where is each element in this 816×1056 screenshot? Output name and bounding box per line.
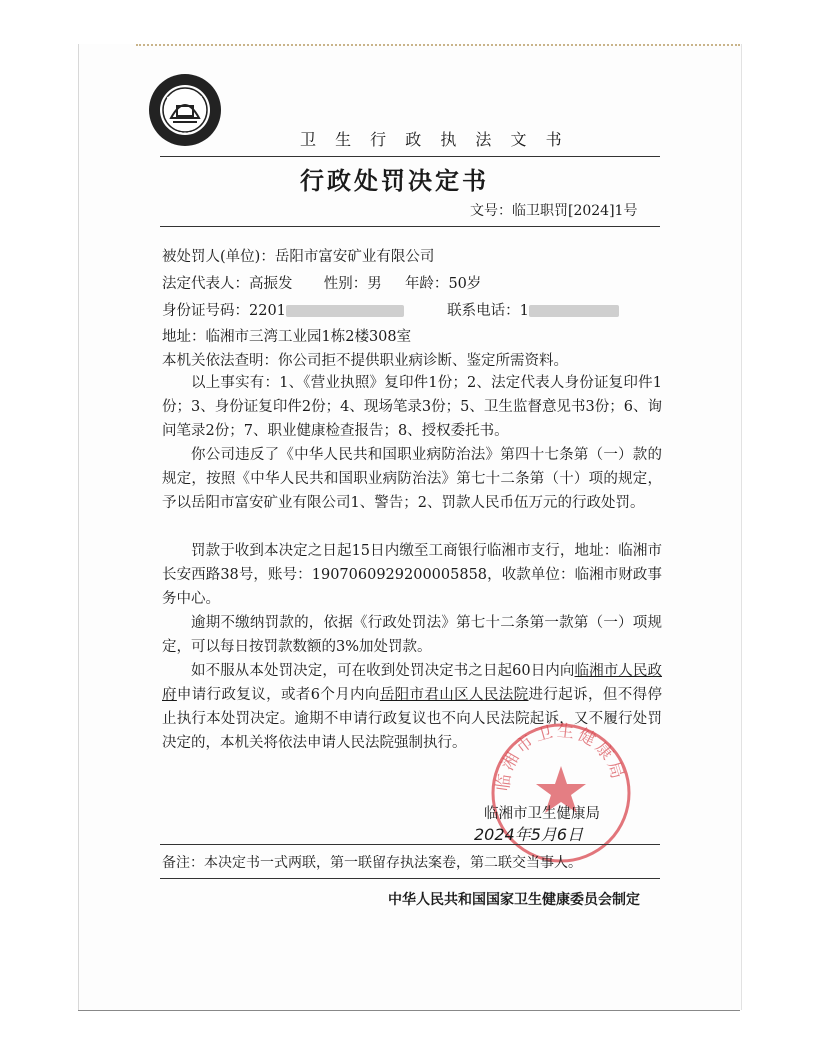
finding-text: 本机关依法查明：你公司拒不提供职业病诊断、鉴定所需资料。 xyxy=(162,353,568,369)
appeal-government: 临湘市人民政府 xyxy=(162,663,663,703)
id-value-visible: 2201 xyxy=(249,303,286,319)
document-number: 文号：临卫职罚[2024]1号 xyxy=(470,203,638,219)
phone-redaction xyxy=(529,305,619,317)
remark-note: 备注：本决定书一式两联，第一联留存执法案卷，第二联交当事人。 xyxy=(162,855,582,871)
violation-paragraph: 你公司违反了《中华人民共和国职业病防治法》第四十七条第（一）款的规定，按照《中华人民共和国职业病防治法》第七十二条第（十）项的规定，予以岳阳市富安矿业有限公司1、警告；2、罚款人民币伍万元的行政处罚。 xyxy=(162,447,662,511)
id-phone-line xyxy=(162,299,619,320)
gender-value: 男 xyxy=(367,276,382,292)
note-bottom-rule xyxy=(160,878,660,879)
late-payment-paragraph: 逾期不缴纳罚款的，依据《行政处罚法》第七十二条第一款第（一）项规定，可以每日按罚款数额的3%加处罚款。 xyxy=(162,615,662,655)
page-title: 行政处罚决定书 xyxy=(300,166,489,195)
party-name-line xyxy=(162,245,434,266)
appeal-text-1: 如不服从本处罚决定，可在收到处罚决定书之日起60日内向 xyxy=(191,663,575,679)
address-value: 临湘市三湾工业园1栋2楼308室 xyxy=(205,329,412,345)
page-top-edge xyxy=(136,44,740,46)
phone-value-visible: 1 xyxy=(519,303,529,319)
header-rule xyxy=(160,156,660,157)
address-label: 地址： xyxy=(162,329,206,345)
rep-value: 高振发 xyxy=(249,276,293,292)
footer-issuer: 中华人民共和国国家卫生健康委员会制定 xyxy=(388,892,640,908)
party-name-value: 岳阳市富安矿业有限公司 xyxy=(274,249,435,265)
id-redaction xyxy=(286,305,404,317)
issue-date: 2024年5月6日 xyxy=(474,825,584,844)
age-label: 年龄： xyxy=(404,276,449,292)
page-bottom-edge xyxy=(78,1010,740,1011)
party-name-label: 被处罚人(单位)： xyxy=(162,249,275,265)
title-rule xyxy=(160,226,660,227)
seal-text: 临湘市卫生健康局 xyxy=(493,721,628,793)
age-value: 50岁 xyxy=(448,276,482,292)
document-type: 卫 生 行 政 执 法 文 书 xyxy=(300,130,569,149)
official-seal-icon xyxy=(486,718,636,868)
appeal-court: 岳阳市君山区人民法院 xyxy=(379,687,529,703)
health-inspection-emblem-icon xyxy=(147,72,223,148)
payment-paragraph: 罚款于收到本决定之日起15日内缴至工商银行临湘市支行，地址：临湘市长安西路38号，账号：1907060929200005858，收款单位：临湘市财政事务中心。 xyxy=(162,543,662,607)
appeal-text-2: 申请行政复议，或者6个月内向 xyxy=(176,687,380,703)
rep-label: 法定代表人： xyxy=(162,276,249,292)
issuing-agency: 临湘市卫生健康局 xyxy=(484,806,600,822)
appeal-text-3: 进行起诉，但不得停止执行本处罚决定。逾期不申请行政复议也不向人民法院起诉，又不履行处罚决定的，本机关将依法申请人民法院强制执行。 xyxy=(162,687,663,751)
evidence-paragraph: 以上事实有：1、《营业执照》复印件1份；2、法定代表人身份证复印件1份；3、身份证复印件2份；4、现场笔录3份；5、卫生监督意见书3份；6、询问笔录2份；7、职业健康检查报告；8、授权委托书。 xyxy=(162,375,662,439)
address-line xyxy=(162,325,411,346)
note-top-rule xyxy=(160,844,660,845)
phone-label: 联系电话： xyxy=(447,303,520,319)
id-label: 身份证号码： xyxy=(162,303,249,319)
representative-line xyxy=(162,272,481,293)
gender-label: 性别： xyxy=(323,276,368,292)
